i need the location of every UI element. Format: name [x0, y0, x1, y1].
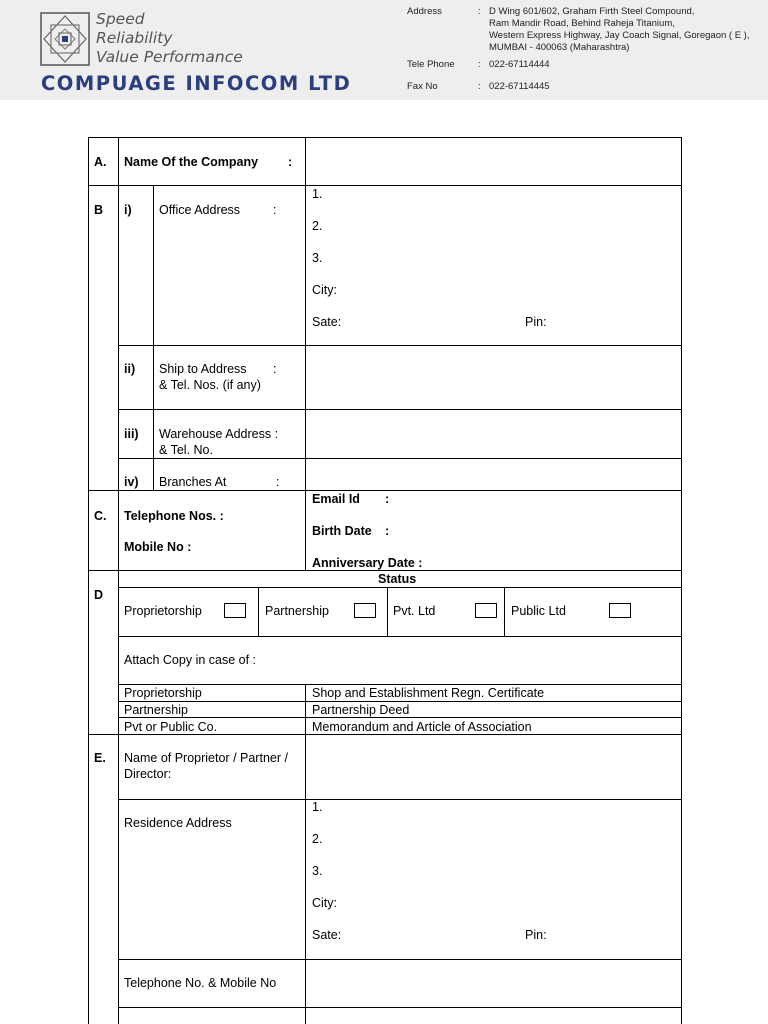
residence-city: City:	[312, 896, 337, 910]
telephone-nos-label: Telephone Nos. :	[124, 509, 224, 523]
option-partnership-label: Partnership	[265, 604, 329, 618]
fax-value: 022-67114445	[489, 81, 550, 92]
proprietor-name-field[interactable]	[306, 735, 681, 799]
partnership-checkbox[interactable]	[354, 603, 376, 618]
email-id-colon: :	[385, 492, 390, 506]
birth-date-colon: :	[385, 524, 390, 538]
email-id-label: Email Id	[312, 492, 360, 506]
office-pin: Pin:	[525, 315, 547, 329]
status-heading: Status	[378, 572, 417, 586]
residence-state: Sate:	[312, 928, 342, 942]
tagline-1: Speed	[96, 10, 145, 28]
doc-company: Memorandum and Article of Association	[312, 720, 532, 734]
option-pvt-ltd-label: Pvt. Ltd	[393, 604, 436, 618]
ship-address-field[interactable]	[306, 346, 681, 409]
address-line-1: D Wing 601/602, Graham Firth Steel Compound,	[489, 6, 695, 17]
doc-partnership: Partnership Deed	[312, 703, 410, 717]
tagline-2: Reliability	[96, 29, 173, 47]
office-city: City:	[312, 283, 337, 297]
proprietorship-checkbox[interactable]	[224, 603, 246, 618]
company-logo-icon	[40, 12, 90, 66]
fax-label: Fax No	[407, 81, 438, 92]
doc-type-company: Pvt or Public Co.	[124, 720, 218, 734]
branches-label: Branches At	[159, 475, 227, 489]
residence-pin: Pin:	[525, 928, 547, 942]
telephone-label: Tele Phone	[407, 59, 455, 70]
section-c-letter: C.	[94, 509, 107, 523]
company-name-colon: :	[288, 155, 293, 169]
fax-colon: :	[478, 81, 481, 92]
residence-line-1: 1.	[312, 800, 323, 814]
company-name-field[interactable]	[306, 138, 681, 185]
office-state: Sate:	[312, 315, 342, 329]
mobile-no-label: Mobile No :	[124, 540, 192, 554]
office-address-colon: :	[273, 203, 277, 217]
tel-mobile-field[interactable]	[306, 960, 681, 1007]
office-roman: i)	[124, 203, 132, 217]
office-line-1: 1.	[312, 187, 323, 201]
option-proprietorship-label: Proprietorship	[124, 604, 202, 618]
public-ltd-checkbox[interactable]	[609, 603, 631, 618]
company-name: COMPUAGE INFOCOM LTD	[41, 72, 352, 95]
telephone-colon: :	[478, 59, 481, 70]
ship-roman: ii)	[124, 362, 136, 376]
warehouse-roman: iii)	[124, 427, 139, 441]
doc-proprietorship: Shop and Establishment Regn. Certificate	[312, 686, 545, 700]
warehouse-label: Warehouse Address :	[159, 427, 279, 441]
tagline-3: Value Performance	[96, 48, 243, 66]
birth-date-label: Birth Date	[312, 524, 372, 538]
company-name-label: Name Of the Company	[124, 155, 259, 169]
warehouse-label-2: & Tel. No.	[159, 443, 213, 457]
section-d-letter: D	[94, 588, 104, 602]
ship-address-label: Ship to Address	[159, 362, 247, 376]
section-e-letter: E.	[94, 751, 106, 765]
address-colon: :	[478, 6, 481, 17]
ship-address-colon: :	[273, 362, 277, 376]
office-address-field[interactable]	[306, 186, 681, 345]
address-label: Address	[407, 6, 442, 17]
warehouse-address-field[interactable]	[306, 410, 681, 458]
tel-mobile-label: Telephone No. & Mobile No	[124, 976, 277, 990]
ship-address-label-2: & Tel. Nos. (if any)	[159, 378, 261, 392]
residence-address-field[interactable]	[306, 800, 681, 959]
anniversary-date-label: Anniversary Date :	[312, 556, 423, 570]
branches-roman: iv)	[124, 475, 139, 489]
branches-colon: :	[276, 475, 280, 489]
proprietor-name-label: Name of Proprietor / Partner /	[124, 751, 288, 765]
doc-type-partnership: Partnership	[124, 703, 188, 717]
residence-line-3: 3.	[312, 864, 323, 878]
attach-copy-label: Attach Copy in case of :	[124, 653, 257, 667]
office-address-label: Office Address	[159, 203, 241, 217]
doc-type-proprietorship: Proprietorship	[124, 686, 202, 700]
office-line-2: 2.	[312, 219, 323, 233]
address-line-2: Ram Mandir Road, Behind Raheja Titanium,	[489, 18, 675, 29]
office-line-3: 3.	[312, 251, 323, 265]
option-public-ltd-label: Public Ltd	[511, 604, 566, 618]
letterhead	[0, 0, 768, 100]
residence-line-2: 2.	[312, 832, 323, 846]
address-line-4: MUMBAI - 400063 (Maharashtra)	[489, 42, 630, 53]
residence-address-label: Residence Address	[124, 816, 232, 830]
branches-field[interactable]	[306, 459, 681, 490]
pvt-ltd-checkbox[interactable]	[475, 603, 497, 618]
telephone-value: 022-67114444	[489, 59, 550, 70]
section-a-letter: A.	[94, 155, 107, 169]
proprietor-name-label-2: Director:	[124, 767, 172, 781]
section-b-letter: B	[94, 203, 104, 217]
address-line-3: Western Express Highway, Jay Coach Signal, Goregaon ( E ),	[489, 30, 750, 41]
